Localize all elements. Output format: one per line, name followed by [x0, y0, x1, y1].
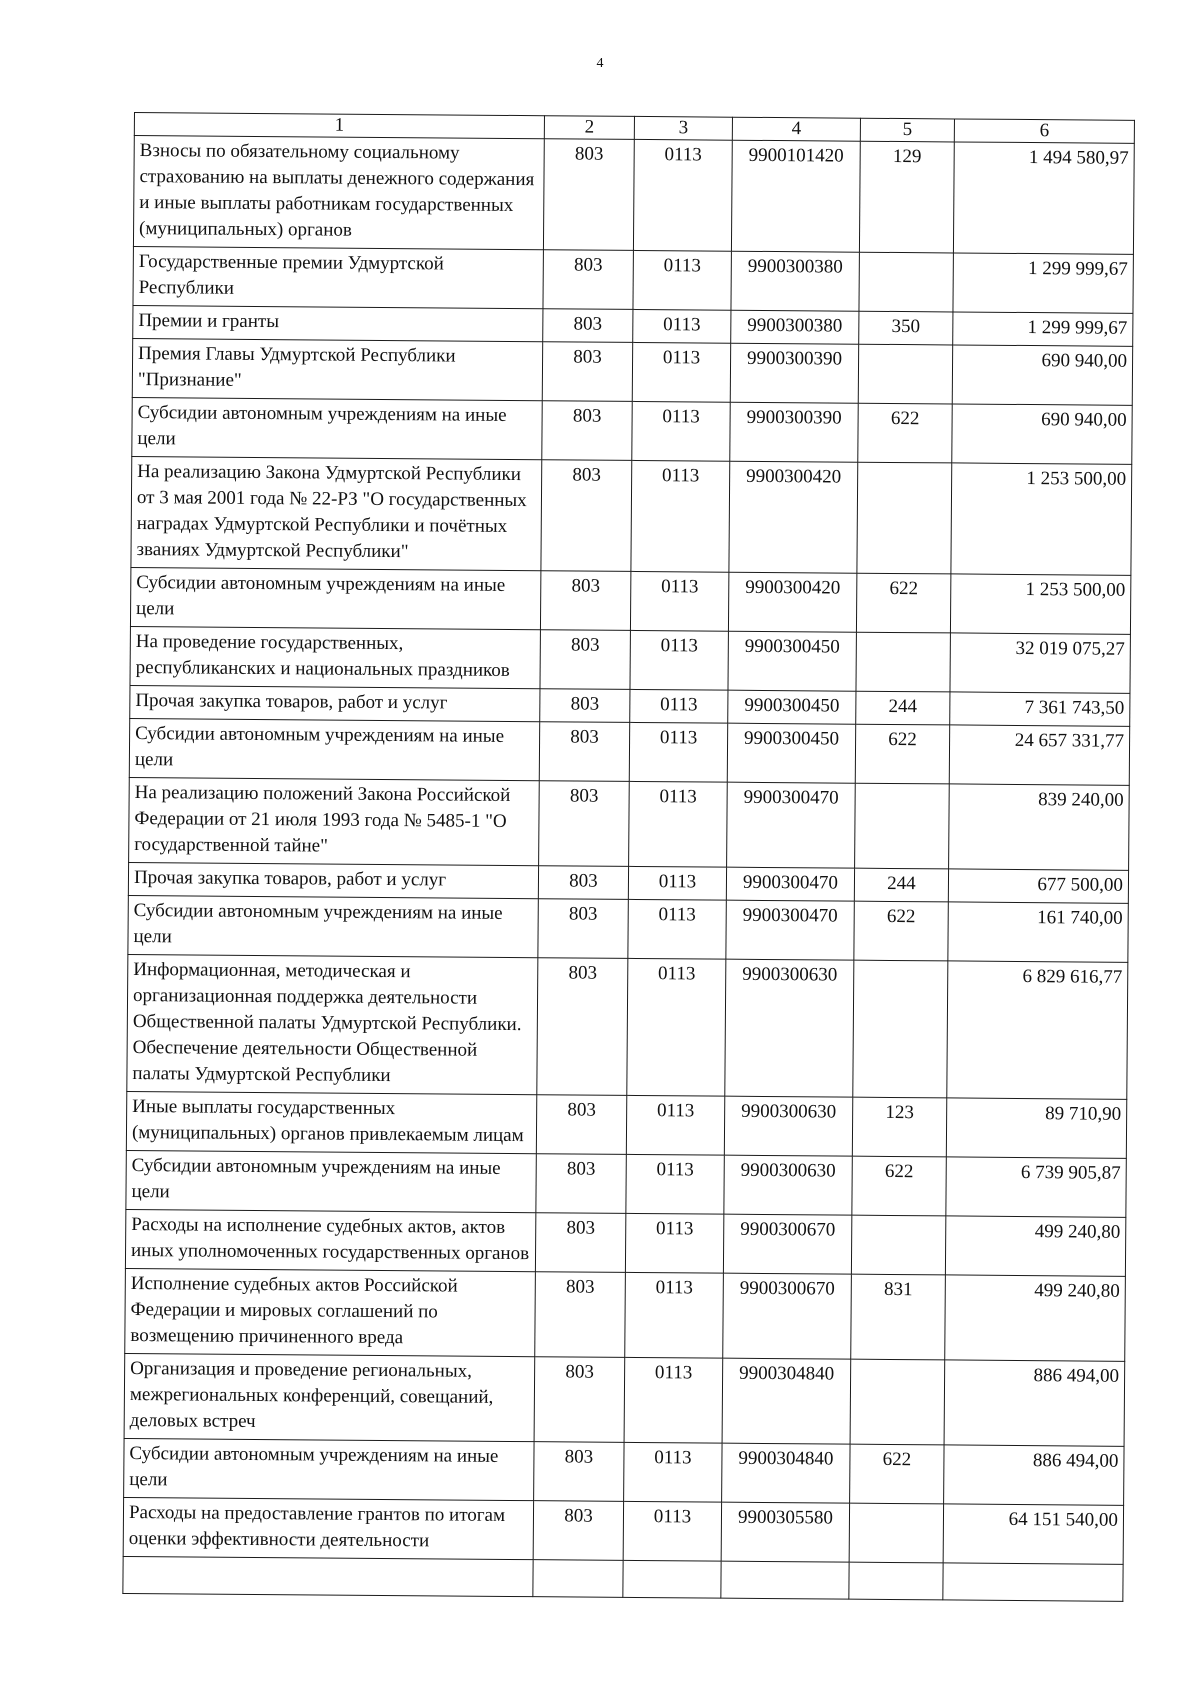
- row-expense-type: 244: [856, 691, 950, 725]
- row-name: Расходы на предоставление грантов по итогам оценки эффективности деятельности: [123, 1497, 533, 1559]
- table-row: [133, 246, 1133, 313]
- table-row: [132, 338, 1132, 405]
- row-section-code: 0113: [624, 1357, 723, 1443]
- row-name: Прочая закупка товаров, работ и услуг: [130, 685, 540, 721]
- row-target-code: 9900300470: [726, 900, 854, 960]
- row-amount: 1 253 500,00: [951, 463, 1132, 575]
- row-amount: 161 740,00: [948, 902, 1128, 962]
- row-target-code: 9900300630: [724, 1096, 852, 1156]
- table-body: [123, 136, 1134, 1602]
- row-ministry-code: 803: [543, 250, 633, 310]
- table-row: [125, 1209, 1125, 1276]
- empty-cell: [721, 1561, 849, 1599]
- row-section-code: 0113: [632, 342, 730, 402]
- row-expense-type: 622: [856, 573, 950, 633]
- row-name: Государственные премии Удмуртской Республики: [133, 246, 543, 308]
- row-name: Субсидии автономным учреждениям на иные цели: [130, 567, 540, 629]
- column-header-2: 2: [544, 116, 634, 140]
- row-name: Субсидии автономным учреждениям на иные цели: [128, 895, 538, 957]
- row-section-code: 0113: [632, 401, 730, 461]
- row-ministry-code: 803: [538, 866, 628, 900]
- row-amount: 886 494,00: [944, 1360, 1125, 1446]
- row-target-code: 9900300470: [727, 782, 856, 868]
- row-target-code: 9900304840: [722, 1358, 851, 1444]
- row-amount: 677 500,00: [948, 869, 1128, 903]
- row-section-code: 0113: [624, 1442, 722, 1502]
- row-section-code: 0113: [630, 571, 728, 631]
- row-amount: 89 710,90: [946, 1098, 1126, 1158]
- row-expense-type: 622: [855, 724, 949, 784]
- table-row: [129, 718, 1129, 785]
- row-target-code: 9900300450: [728, 690, 856, 724]
- row-target-code: 9900300450: [728, 631, 856, 691]
- row-expense-type: 831: [851, 1274, 946, 1360]
- row-amount: 690 940,00: [952, 345, 1132, 405]
- row-target-code: 9900304840: [722, 1443, 850, 1503]
- table-row: [123, 1497, 1123, 1564]
- empty-cell: [849, 1562, 943, 1600]
- row-section-code: 0113: [630, 630, 728, 690]
- row-ministry-code: 803: [542, 401, 632, 461]
- table-row: [131, 456, 1132, 575]
- row-name: Исполнение судебных актов Российской Федерации и мировых соглашений по возмещению причиненного вреда: [125, 1268, 536, 1356]
- row-target-code: 9900300390: [730, 402, 858, 462]
- row-target-code: 9900300390: [730, 343, 858, 403]
- row-expense-type: [859, 252, 953, 312]
- row-target-code: 9900300380: [731, 310, 859, 344]
- column-header-5: 5: [860, 118, 954, 142]
- row-name: Субсидии автономным учреждениям на иные цели: [129, 718, 539, 780]
- row-ministry-code: 803: [536, 1154, 626, 1214]
- row-ministry-code: 803: [533, 1501, 623, 1561]
- table-row: [132, 397, 1132, 464]
- row-amount: 499 240,80: [945, 1216, 1125, 1276]
- row-target-code: 9900300420: [728, 572, 856, 632]
- row-name: Субсидии автономным учреждениям на иные цели: [124, 1438, 534, 1500]
- row-name: Премия Главы Удмуртской Республики "Признание": [132, 338, 542, 400]
- row-target-code: 9900300630: [724, 1155, 852, 1215]
- row-target-code: 9900300670: [723, 1273, 852, 1359]
- row-section-code: 0113: [626, 1095, 724, 1155]
- row-expense-type: [853, 960, 948, 1098]
- row-name: Субсидии автономным учреждениям на иные цели: [126, 1150, 536, 1212]
- row-section-code: 0113: [633, 309, 731, 343]
- row-section-code: 0113: [630, 689, 728, 723]
- table-row: [124, 1353, 1125, 1446]
- row-name: Иные выплаты государственных (муниципальных) органов привлекаемым лицам: [126, 1091, 536, 1153]
- table-row: [129, 777, 1130, 870]
- row-target-code: 9900300450: [727, 723, 855, 783]
- row-expense-type: [850, 1359, 945, 1445]
- row-ministry-code: 803: [537, 958, 628, 1096]
- row-section-code: 0113: [628, 866, 726, 900]
- column-header-3: 3: [634, 116, 732, 140]
- row-amount: 839 240,00: [949, 784, 1130, 870]
- row-section-code: 0113: [631, 460, 730, 572]
- row-ministry-code: 803: [535, 1272, 626, 1358]
- row-amount: 32 019 075,27: [950, 633, 1130, 693]
- row-name: Премии и гранты: [133, 305, 543, 341]
- row-section-code: 0113: [623, 1501, 721, 1561]
- row-name: На реализацию Закона Удмуртской Республики от 3 мая 2001 года № 22-РЗ "О государственных наградах Удмуртской Республики и почётных званиях Удмуртской Республики": [131, 456, 542, 570]
- row-target-code: 9900300670: [723, 1214, 851, 1274]
- page-number: 4: [596, 56, 604, 71]
- row-expense-type: 244: [854, 868, 948, 902]
- row-ministry-code: 803: [536, 1095, 626, 1155]
- row-expense-type: 350: [859, 311, 953, 345]
- row-amount: 690 940,00: [952, 404, 1132, 464]
- row-ministry-code: 803: [543, 309, 633, 343]
- row-ministry-code: 803: [540, 689, 630, 723]
- empty-cell: [123, 1556, 533, 1596]
- table-row: [125, 1268, 1126, 1361]
- empty-cell: [533, 1560, 623, 1598]
- row-ministry-code: 803: [540, 630, 630, 690]
- row-ministry-code: 803: [542, 342, 632, 402]
- row-target-code: 9900300380: [731, 251, 859, 311]
- row-section-code: 0113: [625, 1213, 723, 1273]
- row-ministry-code: 803: [543, 139, 634, 251]
- row-amount: 7 361 743,50: [950, 692, 1130, 726]
- row-amount: 6 829 616,77: [947, 961, 1128, 1099]
- row-name: На реализацию положений Закона Российской Федерации от 21 июля 1993 года № 5485-1 "О государственной тайне": [129, 777, 540, 865]
- table-row: [130, 567, 1130, 634]
- row-ministry-code: 803: [539, 781, 630, 867]
- row-ministry-code: 803: [535, 1213, 625, 1273]
- row-name: На проведение государственных, республиканских и национальных праздников: [130, 626, 540, 688]
- row-ministry-code: 803: [540, 571, 630, 631]
- column-header-4: 4: [732, 117, 860, 141]
- row-target-code: 9900300470: [726, 867, 854, 901]
- column-header-1: 1: [134, 113, 544, 139]
- table-row-continuation: [123, 1556, 1123, 1601]
- row-expense-type: [851, 1215, 945, 1275]
- row-section-code: 0113: [628, 899, 726, 959]
- row-section-code: 0113: [625, 1272, 724, 1358]
- row-amount: 1 253 500,00: [950, 574, 1130, 634]
- row-amount: 499 240,80: [945, 1275, 1126, 1361]
- row-expense-type: [858, 344, 952, 404]
- row-expense-type: [849, 1503, 943, 1563]
- row-amount: 1 494 580,97: [953, 142, 1134, 254]
- row-section-code: 0113: [633, 250, 731, 310]
- row-expense-type: 129: [859, 141, 954, 253]
- table-row: [124, 1438, 1124, 1505]
- table-row: [126, 1150, 1126, 1217]
- row-name: Субсидии автономным учреждениям на иные цели: [132, 397, 542, 459]
- row-expense-type: [857, 462, 952, 574]
- row-expense-type: 622: [858, 403, 952, 463]
- row-section-code: 0113: [629, 722, 727, 782]
- row-target-code: 9900305580: [721, 1502, 849, 1562]
- row-name: Организация и проведение региональных, межрегиональных конференций, совещаний, деловых встреч: [124, 1353, 535, 1441]
- table-row: [130, 626, 1130, 693]
- row-target-code: 9900300630: [725, 959, 854, 1097]
- table-row: [133, 136, 1134, 255]
- row-ministry-code: 803: [539, 722, 629, 782]
- row-amount: 886 494,00: [944, 1445, 1124, 1505]
- row-amount: 1 299 999,67: [953, 253, 1133, 313]
- row-section-code: 0113: [629, 781, 728, 867]
- row-name: Расходы на исполнение судебных актов, актов иных уполномоченных государственных органов: [125, 1209, 535, 1271]
- row-amount: 6 739 905,87: [946, 1157, 1126, 1217]
- row-amount: 64 151 540,00: [943, 1504, 1123, 1564]
- row-expense-type: 622: [852, 1156, 946, 1216]
- row-section-code: 0113: [627, 958, 726, 1096]
- row-name: Информационная, методическая и организационная поддержка деятельности Общественной палаты Удмуртской Республики. Обеспечение деятельности Общественной палаты Удмуртской Республики: [127, 954, 538, 1094]
- column-header-6: 6: [954, 119, 1134, 143]
- table-row: [128, 895, 1128, 962]
- row-expense-type: [855, 783, 950, 869]
- row-amount: 24 657 331,77: [949, 725, 1129, 785]
- budget-table: [122, 112, 1135, 1602]
- row-expense-type: 123: [852, 1097, 946, 1157]
- row-expense-type: 622: [850, 1444, 944, 1504]
- row-name: Прочая закупка товаров, работ и услуг: [128, 862, 538, 898]
- table-row: [127, 954, 1128, 1099]
- row-ministry-code: 803: [541, 460, 632, 572]
- row-target-code: 9900300420: [729, 461, 858, 573]
- row-expense-type: [856, 632, 950, 692]
- row-ministry-code: 803: [534, 1357, 625, 1443]
- empty-cell: [943, 1563, 1123, 1601]
- row-target-code: 9900101420: [731, 140, 860, 252]
- empty-cell: [623, 1560, 721, 1598]
- row-ministry-code: 803: [534, 1442, 624, 1502]
- table-row: [126, 1091, 1126, 1158]
- row-expense-type: 622: [854, 901, 948, 961]
- row-section-code: 0113: [626, 1154, 724, 1214]
- row-amount: 1 299 999,67: [953, 312, 1133, 346]
- row-name: Взносы по обязательному социальному страхованию на выплаты денежного содержания и иные выплаты работникам государственных (муниципальных) органов: [133, 136, 544, 250]
- row-ministry-code: 803: [538, 899, 628, 959]
- row-section-code: 0113: [633, 139, 732, 251]
